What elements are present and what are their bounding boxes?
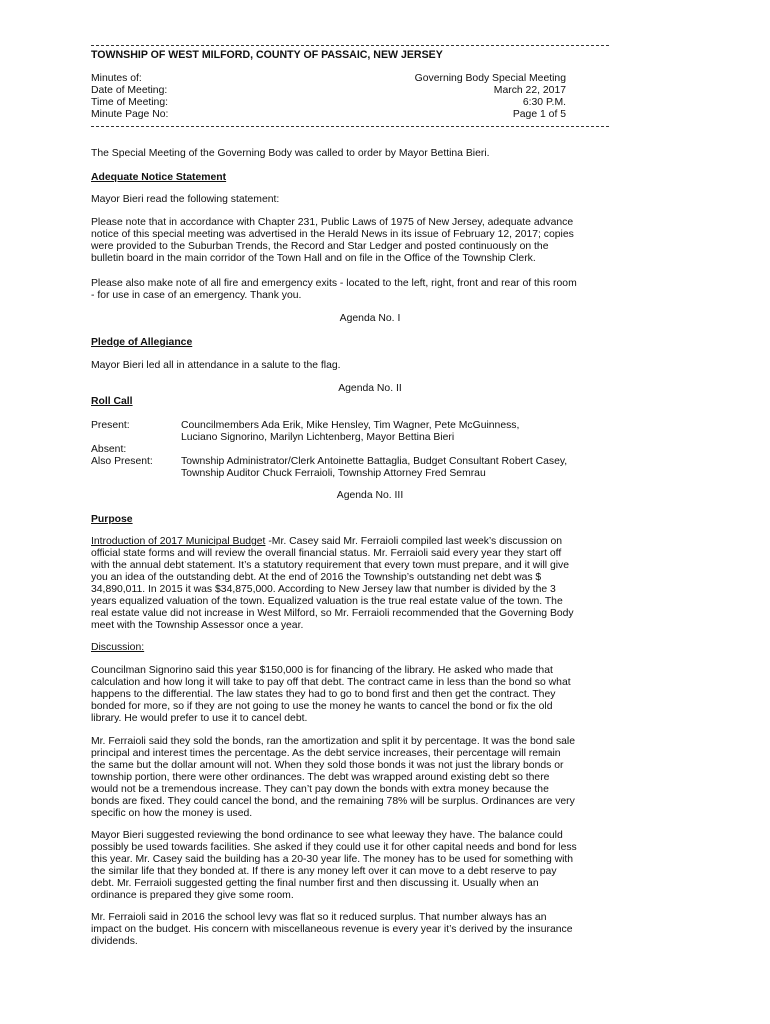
discussion-p2-line: would not be a tremendous increase. They can’t pay down the bonds with extra money because the	[91, 784, 549, 795]
intro-line: real estate value did not increase in West Milford, so Mr. Ferraioli recommended that the Governing Body	[91, 608, 574, 619]
agenda-number: Agenda No. III	[336, 490, 404, 501]
discussion-p2-line: bonds are fixed. They could cancel the bond, and the remaining 78% will be surplus. Ordinances are very	[91, 796, 575, 807]
discussion-p1-line: bonded for more, so if they are not going to use the money he wants to cancel the bond or fix the old	[91, 701, 553, 712]
intro-line: 34,890,011. In 2015 it was $34,875,000. According to New Jersey law that number is divided by the 3	[91, 584, 556, 595]
present-label: Present:	[91, 420, 130, 431]
roll-call-heading: Roll Call	[91, 396, 133, 407]
discussion-heading: Discussion:	[91, 642, 145, 653]
discussion-p4-line: impact on the budget. His concern with miscellaneous revenue is every year it’s derived by the insurance	[91, 924, 573, 935]
agenda-number: Agenda No. I	[339, 313, 401, 324]
intro-line: meet with the Township Assessor once a year.	[91, 620, 304, 631]
header-bottom-rule	[91, 126, 609, 127]
also-present-line: Township Administrator/Clerk Antoinette Battaglia, Budget Consultant Robert Casey,	[181, 456, 568, 467]
discussion-p3-line: ordinance is prepared they give some room.	[91, 890, 294, 901]
intro-first-line-rest: -Mr. Casey said Mr. Ferraioli compiled last week’s discussion on	[265, 536, 563, 547]
notice-line: notice of this special meeting was advertised in the Herald News in its issue of February 12, 2017; copies	[91, 229, 574, 240]
also-present-line: Township Auditor Chuck Ferraioli, Township Attorney Fred Semrau	[181, 468, 486, 479]
discussion-p2-line: township portion, there were other ordinances. The debt was wrapped around existing debt so there	[91, 772, 550, 783]
discussion-p4-line: dividends.	[91, 936, 138, 947]
discussion-p2-line: Mr. Ferraioli said they sold the bonds, ran the amortization and split it by percentage. It was the bond sale	[91, 736, 576, 747]
intro-line: with the annual debt statement. It’s a statutory requirement that every town must prepare, and it will give	[91, 560, 570, 571]
intro-line: years equalized valuation of the town. Equalized valuation is the true real estate value of the town. The	[91, 596, 563, 607]
page-value: Page 1 of 5	[512, 109, 566, 120]
date-label: Date of Meeting:	[91, 85, 168, 96]
minutes-of-value: Governing Body Special Meeting	[414, 73, 566, 84]
minutes-of-label: Minutes of:	[91, 73, 142, 84]
pledge-heading: Pledge of Allegiance	[91, 337, 193, 348]
agenda-number: Agenda No. II	[338, 383, 402, 394]
discussion-p2-line: specific on how the money is used.	[91, 808, 253, 819]
discussion-p1-line: library. He would prefer to use it to cancel debt.	[91, 713, 308, 724]
notice-line: were provided to the Suburban Trends, the Record and Star Ledger and posted continuously on the	[91, 241, 549, 252]
intro-line: you an idea of the outstanding debt. At the end of 2016 the Township’s outstanding net debt was $	[91, 572, 542, 583]
discussion-p3-line: debt. Mr. Ferraioli suggested getting the final number first and then discussing it. Usually when an	[91, 878, 539, 889]
date-value: March 22, 2017	[493, 85, 566, 96]
exits-line: - for use in case of an emergency. Thank you.	[91, 290, 302, 301]
discussion-p4-line: Mr. Ferraioli said in 2016 the school levy was flat so it reduced surplus. That number always has an	[91, 912, 547, 923]
discussion-p2-line: the same but the dollar amount will not. When they sold those bonds it was not just the library bonds or	[91, 760, 564, 771]
discussion-p3-line: possibly be used towards facilities. She asked if they could use it for other capital needs and bond for less	[91, 842, 577, 853]
page-label: Minute Page No:	[91, 109, 169, 120]
mayor-read-statement: Mayor Bieri read the following statement:	[91, 194, 280, 205]
budget-introduction-title: Introduction of 2017 Municipal Budget	[91, 536, 266, 547]
time-value: 6:30 P.M.	[522, 97, 566, 108]
also-present-label: Also Present:	[91, 456, 153, 467]
absent-label: Absent:	[91, 444, 127, 455]
present-line: Councilmembers Ada Erik, Mike Hensley, Tim Wagner, Pete McGuinness,	[181, 420, 520, 431]
header-top-rule	[91, 45, 609, 46]
present-line: Luciano Signorino, Marilyn Lichtenberg, Mayor Bettina Bieri	[181, 432, 455, 443]
purpose-heading: Purpose	[91, 514, 133, 525]
discussion-p3-line: the similar life that they bonded at. If there is any money left over it can move to a debt reserve to pay	[91, 866, 557, 877]
discussion-p3-line: this year. Mr. Casey said the building has a 20-30 year life. The money has to be used for something with	[91, 854, 574, 865]
pledge-text: Mayor Bieri led all in attendance in a salute to the flag.	[91, 360, 341, 371]
discussion-p2-line: principal and interest times the percentage. As the debt service increases, their percentage will remain	[91, 748, 561, 759]
call-to-order: The Special Meeting of the Governing Body was called to order by Mayor Bettina Bieri.	[91, 148, 490, 159]
exits-line: Please also make note of all fire and emergency exits - located to the left, right, front and rear of this room	[91, 278, 577, 289]
discussion-p1-line: happens to the differential. The law states they had to go to bond first and then get the contract. They	[91, 689, 556, 700]
discussion-p1-line: Councilman Signorino said this year $150,000 is for financing of the library. He asked who made that	[91, 665, 553, 676]
intro-line: official state forms and will review the overall financial status. Mr. Ferraioli said every year they start off	[91, 548, 562, 559]
notice-line: bulletin board in the main corridor of the Town Hall and on file in the Office of the Township Clerk.	[91, 253, 536, 264]
discussion-p3-line: Mayor Bieri suggested reviewing the bond ordinance to see what leeway they have. The balance could	[91, 830, 563, 841]
document-title: TOWNSHIP OF WEST MILFORD, COUNTY OF PASSAIC, NEW JERSEY	[91, 49, 443, 61]
time-label: Time of Meeting:	[91, 97, 168, 108]
intro-first-line	[91, 536, 562, 547]
notice-line: Please note that in accordance with Chapter 231, Public Laws of 1975 of New Jersey, adequate advance	[91, 217, 574, 228]
discussion-p1-line: calculation and how long it will take to pay off that debt. The contract came in less than the bond so what	[91, 677, 571, 688]
adequate-notice-heading: Adequate Notice Statement	[91, 172, 227, 183]
